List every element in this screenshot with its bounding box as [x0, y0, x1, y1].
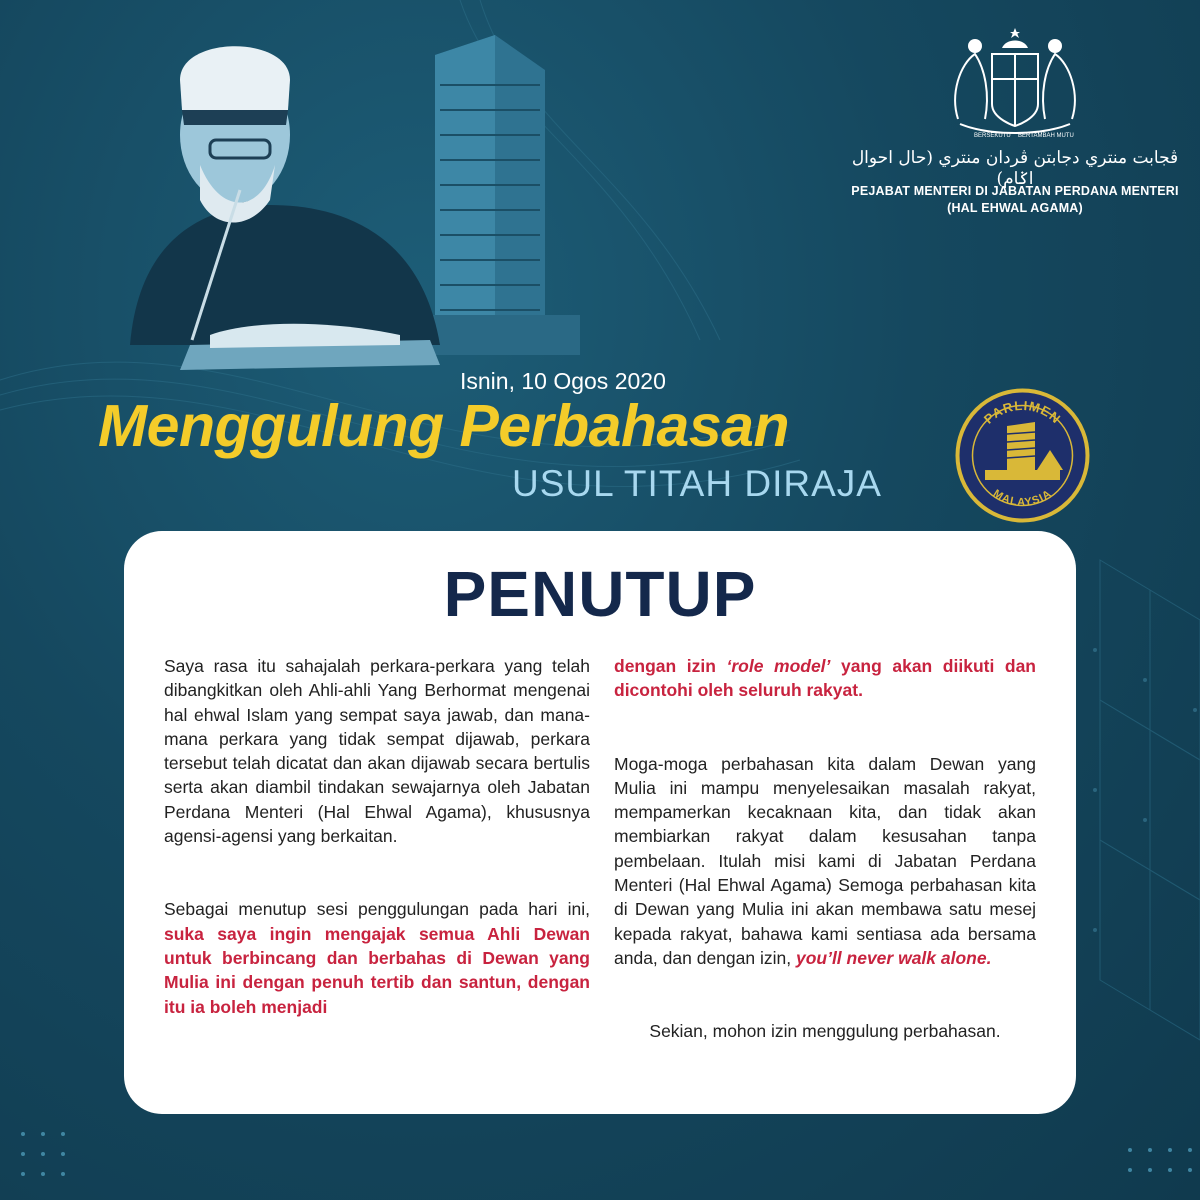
- paragraph-2-highlight: suka saya ingin mengajak semua Ahli Dewan untuk berbincang dan berbahas di Dewan yang Mulia ini dengan penuh tertib dan santun, dengan itu ia boleh menjadi: [164, 923, 590, 1017]
- crest-motto-right: BERTAMBAH MUTU: [1018, 133, 1074, 139]
- paragraph-3-italic: ‘role model’: [726, 656, 831, 676]
- event-title: Menggulung Perbahasan: [98, 393, 790, 459]
- office-name-line1: PEJABAT MENTERI DI JABATAN PERDANA MENTERI: [851, 184, 1179, 198]
- right-column: [614, 654, 1036, 1044]
- closing-line: Sekian, mohon izin menggulung perbahasan.: [649, 1021, 1001, 1042]
- coat-of-arms-logo: [940, 24, 1090, 144]
- content-card: [124, 531, 1076, 1114]
- dot-grid-decoration-right: [1120, 1140, 1200, 1190]
- paragraph-3-highlight-2: yang akan diikuti dan dicontohi oleh seluruh rakyat.: [614, 656, 1036, 701]
- paragraph-4-highlight: you’ll never walk alone.: [795, 947, 992, 968]
- speaker-figure: [130, 46, 440, 370]
- paragraph-1: Saya rasa itu sahajalah perkara-perkara yang telah dibangkitkan oleh Ahli-ahli Yang Berhormat mengenai hal ehwal Islam yang sempat saya jawab, dan mana-mana perkara yang tidak sempat dijawab, perkara tersebut telah dicatat dan akan dijawab secara bertulis serta akan diambil tindakan sewajarnya oleh Jabatan Perdana Menteri (Hal Ehwal Agama), khususnya agensi-agensi yang berkaitan.: [164, 656, 590, 847]
- crest-motto-left: BERSEKUTU: [974, 133, 1011, 139]
- office-name-line2: (HAL EHWAL AGAMA): [947, 201, 1083, 215]
- parliament-logo-bottom-text: MALAYSIA: [990, 487, 1055, 509]
- hero-illustration: [100, 15, 580, 375]
- card-title: PENUTUP: [443, 558, 757, 630]
- parliament-logo: [955, 388, 1090, 523]
- paragraph-3-highlight: dengan izin: [614, 656, 716, 676]
- left-column: [164, 654, 590, 1019]
- paragraph-4-text: Moga-moga perbahasan kita dalam Dewan yang Mulia ini mampu menyelesaikan masalah rakyat, mempamerkan kecaknaan kita, dan tidak akan membiarkan rakyat dalam kesusahan tanpa pembelaan. Itulah misi kami di Jabatan Perdana Menteri (Hal Ehwal Agama) Semoga perbahasan kita di Dewan yang Mulia ini akan membawa satu mesej kepada rakyat, bahawa kami sentiasa ada bersama anda, dan dengan izin,: [614, 753, 1036, 968]
- event-subtitle: USUL TITAH DIRAJA: [512, 463, 882, 504]
- paragraph-4: [614, 752, 1036, 971]
- event-date: Isnin, 10 Ogos 2020: [460, 368, 666, 394]
- paragraph-2: [164, 897, 590, 1018]
- paragraph-2-text: Sebagai menutup sesi penggulungan pada hari ini,: [164, 899, 590, 920]
- office-name-jawi: ڤجابت منتري دجابتن ڤردان منتري (حال احوال اݢام): [851, 148, 1179, 189]
- paragraph-3: [614, 654, 1036, 703]
- parliament-logo-top-text: PARLIMEN: [980, 397, 1064, 427]
- dot-grid-decoration: [15, 1128, 95, 1188]
